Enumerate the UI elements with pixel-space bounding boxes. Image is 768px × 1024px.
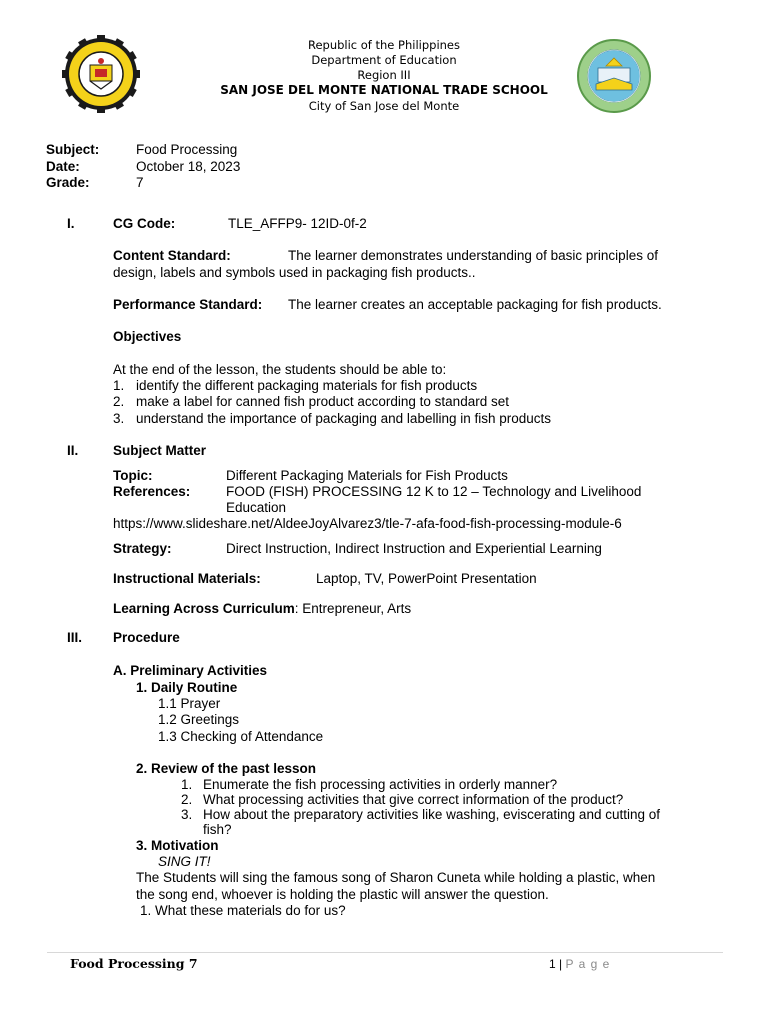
daily-routine-heading: 1. Daily Routine (136, 680, 238, 695)
header-city: City of San Jose del Monte (308, 99, 460, 113)
review-heading: 2. Review of the past lesson (136, 761, 317, 776)
footer-separator: | (555, 957, 566, 971)
motivation-question: 1. What these materials do for us? (140, 903, 346, 918)
cg-code-value: TLE_AFFP9- 12ID-0f-2 (228, 216, 367, 231)
header-department: Department of Education (311, 53, 457, 67)
motivation-line2: the song end, whoever is holding the plastic will answer the question. (136, 887, 549, 902)
footer-page-word: P a g e (565, 957, 611, 971)
references-url[interactable]: https://www.slideshare.net/AldeeJoyAlvarez3/tle-7-afa-food-fish-processing-module-6 (113, 516, 622, 531)
cg-code-label: CG Code: (113, 216, 176, 231)
daily-routine-item: 1.1 Prayer (158, 696, 221, 711)
lac-label: Learning Across Curriculum (113, 601, 295, 616)
review-item: How about the preparatory activities like washing, eviscerating and cutting of (203, 807, 660, 822)
subject-label: Subject: (46, 142, 100, 157)
preliminary-activities-heading: A. Preliminary Activities (113, 663, 268, 678)
date-label: Date: (46, 159, 80, 174)
objective-number: 1. (113, 378, 125, 393)
content-standard-line2: design, labels and symbols used in packaging fish products.. (113, 265, 476, 280)
footer-divider (47, 952, 723, 953)
topic-value: Different Packaging Materials for Fish Products (226, 468, 508, 483)
references-label: References: (113, 484, 191, 499)
review-number: 3. (181, 807, 193, 822)
motivation-line1: The Students will sing the famous song of Sharon Cuneta while holding a plastic, when (136, 870, 656, 885)
topic-label: Topic: (113, 468, 153, 483)
learning-across-curriculum (113, 601, 411, 616)
objectives-heading: Objectives (113, 329, 182, 344)
header-republic: Republic of the Philippines (307, 38, 461, 52)
review-item: What processing activities that give correct information of the product? (203, 792, 624, 807)
review-number: 2. (181, 792, 193, 807)
footer-course: Food Processing 7 (70, 956, 198, 971)
motivation-subtitle: SING IT! (158, 854, 211, 869)
objective-item: understand the importance of packaging and labelling in fish products (136, 411, 552, 426)
date-value: October 18, 2023 (136, 159, 241, 174)
motivation-heading: 3. Motivation (136, 838, 219, 853)
grade-label: Grade: (46, 175, 90, 190)
section-i-number: I. (67, 216, 75, 231)
instructional-materials-label: Instructional Materials: (113, 571, 261, 586)
content-standard-label: Content Standard: (113, 248, 231, 263)
procedure-heading: Procedure (113, 630, 180, 645)
objectives-intro: At the end of the lesson, the students should be able to: (113, 362, 447, 377)
instructional-materials-value: Laptop, TV, PowerPoint Presentation (316, 571, 537, 586)
daily-routine-item: 1.2 Greetings (158, 712, 240, 727)
header-school-name: SAN JOSE DEL MONTE NATIONAL TRADE SCHOOL (220, 83, 548, 97)
strategy-label: Strategy: (113, 541, 172, 556)
header-region: Region III (357, 68, 411, 82)
review-item: Enumerate the fish processing activities in orderly manner? (203, 777, 558, 792)
objective-number: 2. (113, 394, 125, 409)
review-number: 1. (181, 777, 193, 792)
subject-matter-heading: Subject Matter (113, 443, 207, 458)
subject-value: Food Processing (136, 142, 238, 157)
performance-standard-label: Performance Standard: (113, 297, 263, 312)
lac-value: : Entrepreneur, Arts (294, 601, 412, 616)
objective-number: 3. (113, 411, 125, 426)
footer-page-number: 1 (549, 957, 556, 971)
daily-routine-item: 1.3 Checking of Attendance (158, 729, 324, 744)
section-ii-number: II. (67, 443, 79, 458)
review-item-continuation: fish? (203, 822, 232, 837)
strategy-value: Direct Instruction, Indirect Instruction and Experiential Learning (226, 541, 602, 556)
references-line2: Education (226, 500, 287, 515)
performance-standard-value: The learner creates an acceptable packaging for fish products. (288, 297, 662, 312)
references-line1: FOOD (FISH) PROCESSING 12 K to 12 – Technology and Livelihood (226, 484, 642, 499)
section-iii-number: III. (67, 630, 83, 645)
footer-page (549, 957, 610, 971)
objective-item: identify the different packaging materials for fish products (136, 378, 478, 393)
objective-item: make a label for canned fish product according to standard set (136, 394, 509, 409)
grade-value: 7 (136, 175, 144, 190)
content-standard-line1: The learner demonstrates understanding of basic principles of (288, 248, 658, 263)
